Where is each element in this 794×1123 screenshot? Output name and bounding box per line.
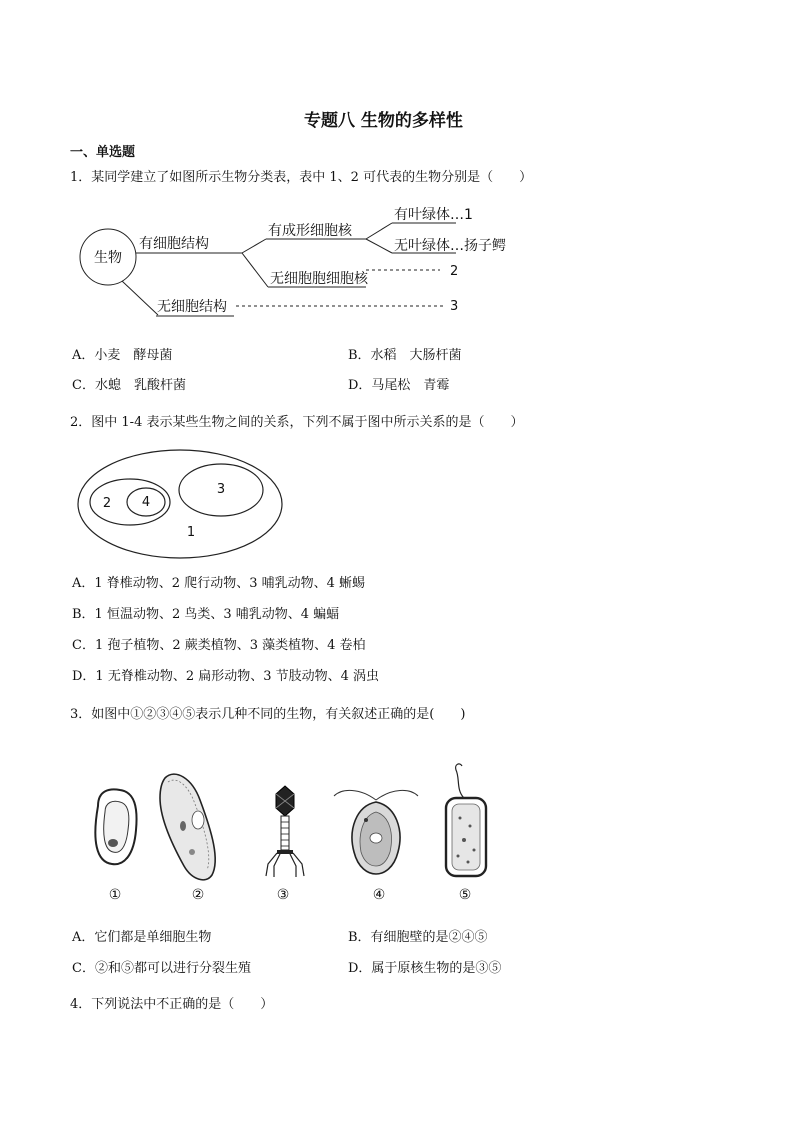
q2-option-d[interactable]: D．1 无脊椎动物、2 扁形动物、3 节肢动物、4 涡虫 bbox=[72, 669, 380, 684]
q1-option-b[interactable]: B．水稻 大肠杆菌 bbox=[348, 348, 462, 363]
q1-option-c[interactable]: C．水螅 乳酸杆菌 bbox=[72, 378, 186, 393]
question-2-stem: 2．图中 1-4 表示某些生物之间的关系，下列不属于图中所示关系的是（ ） bbox=[70, 415, 524, 430]
paramecium-illustration bbox=[160, 774, 215, 880]
question-3-stem: 3．如图中①②③④⑤表示几种不同的生物，有关叙述正确的是( ) bbox=[70, 707, 466, 722]
has-chloroplast-label: 有叶绿体…1 bbox=[394, 207, 473, 223]
bacteriophage-illustration bbox=[266, 786, 304, 877]
bacterium-illustration bbox=[446, 764, 486, 876]
has-cell-label: 有细胞结构 bbox=[139, 236, 209, 252]
q3-option-a[interactable]: A．它们都是单细胞生物 bbox=[72, 930, 212, 945]
q3-option-d[interactable]: D．属于原核生物的是③⑤ bbox=[348, 961, 502, 976]
section-heading: 一、单选题 bbox=[70, 145, 136, 160]
q1-option-a[interactable]: A．小麦 酵母菌 bbox=[72, 348, 173, 363]
q3-option-c[interactable]: C．②和⑤都可以进行分裂生殖 bbox=[72, 961, 251, 976]
organism-label-3: ③ bbox=[276, 887, 290, 903]
q2-option-a[interactable]: A．1 脊椎动物、2 爬行动物、3 哺乳动物、4 蜥蜴 bbox=[72, 576, 366, 591]
no-cell-label: 无细胞结构 bbox=[157, 299, 227, 315]
no-chloroplast-label: 无叶绿体…扬子鳄 bbox=[394, 238, 506, 254]
organism-label-5: ⑤ bbox=[458, 887, 472, 903]
number-3: 3 bbox=[450, 299, 459, 314]
question-1-stem: 1．某同学建立了如图所示生物分类表，表中 1、2 可代表的生物分别是（ ） bbox=[70, 170, 533, 185]
organism-label-1: ① bbox=[108, 887, 122, 903]
has-nucleus-label: 有成形细胞核 bbox=[268, 223, 352, 239]
set-2-label: 2 bbox=[102, 496, 112, 511]
no-nucleus-label: 无细胞胞细胞核 bbox=[270, 271, 368, 287]
page-title: 专题八 生物的多样性 bbox=[304, 111, 463, 131]
chlamydomonas-illustration bbox=[334, 790, 418, 874]
number-2: 2 bbox=[450, 264, 459, 279]
yeast-cell-illustration bbox=[95, 789, 136, 864]
q1-option-d[interactable]: D．马尾松 青霉 bbox=[348, 378, 450, 393]
organism-label-4: ④ bbox=[372, 887, 386, 903]
set-4-label: 4 bbox=[141, 495, 151, 510]
classification-diagram bbox=[0, 195, 560, 330]
q2-option-c[interactable]: C．1 孢子植物、2 蕨类植物、3 藻类植物、4 卷柏 bbox=[72, 638, 366, 653]
organisms-figure bbox=[80, 760, 520, 910]
q3-option-b[interactable]: B．有细胞壁的是②④⑤ bbox=[348, 930, 488, 945]
set-1-label: 1 bbox=[186, 525, 196, 540]
nested-sets-diagram bbox=[70, 440, 290, 565]
question-4-stem: 4．下列说法中不正确的是（ ） bbox=[70, 997, 274, 1012]
root-label: 生物 bbox=[94, 250, 122, 266]
q2-option-b[interactable]: B．1 恒温动物、2 鸟类、3 哺乳动物、4 蝙蝠 bbox=[72, 607, 340, 622]
organism-label-2: ② bbox=[191, 887, 205, 903]
set-3-label: 3 bbox=[216, 482, 226, 497]
